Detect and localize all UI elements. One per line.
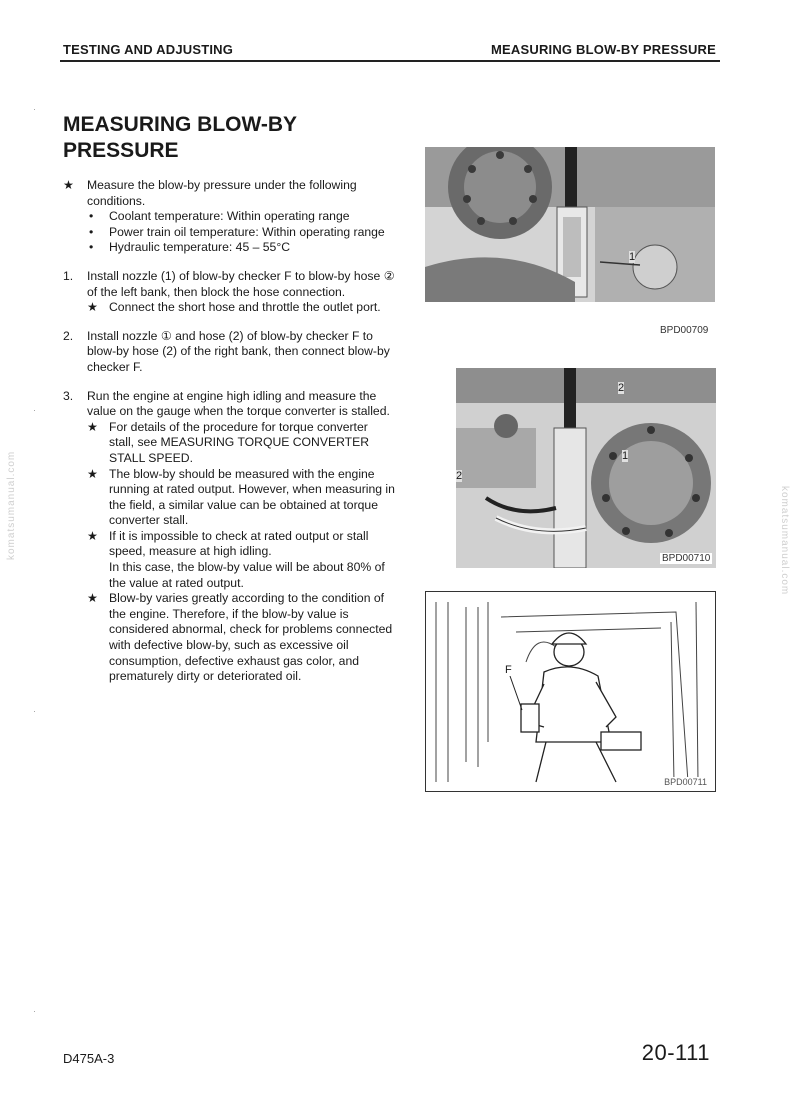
intro-text: Measure the blow-by pressure under the following conditions. xyxy=(87,178,357,208)
step-text: Run the engine at engine high idling and measure the value on the gauge when the torque converter is stalled. xyxy=(87,388,390,419)
step-number: 1. xyxy=(63,268,74,283)
condition-text: Hydraulic temperature: 45 – 55°C xyxy=(109,240,291,255)
step-note xyxy=(63,529,395,591)
intro-paragraph xyxy=(63,178,395,209)
step-note xyxy=(63,591,395,685)
bullet-dot: • xyxy=(89,224,94,239)
figure-engine-photo-left xyxy=(425,147,715,302)
step-number: 3. xyxy=(63,388,74,403)
star-marker: ★ xyxy=(87,591,98,606)
scan-mark: · xyxy=(33,405,36,415)
note-text: The blow-by should be measured with the engine running at rated output. However, when measuring in the field, a similar value can be obtained at torque converter stall. xyxy=(109,466,395,528)
engine-photo-illustration xyxy=(425,147,715,302)
condition-item xyxy=(63,209,395,225)
step-item xyxy=(63,329,395,376)
star-marker: ★ xyxy=(87,528,98,543)
condition-text: Power train oil temperature: Within operating range xyxy=(109,224,385,239)
callout-label: 1 xyxy=(622,450,629,462)
step-item xyxy=(63,269,395,300)
condition-item xyxy=(63,225,395,241)
side-watermark-left: komatsumanual.com xyxy=(6,450,17,560)
step-item xyxy=(63,389,395,420)
step-number: 2. xyxy=(63,328,74,343)
footer-page-number: 20-111 xyxy=(641,1040,710,1065)
header-section-left: TESTING AND ADJUSTING xyxy=(63,42,234,57)
note-text: Blow-by varies greatly according to the condition of the engine. Therefore, if the blow-by value is considered abnormal, check for problems connected with defective blow-by, such as excessive oil consumption, defective exhaust gas color, and prematurely dirty or deteriorated oil. xyxy=(109,591,393,684)
callout-label: 2 xyxy=(456,470,463,482)
condition-item xyxy=(63,240,395,256)
scan-mark: · xyxy=(33,1006,36,1016)
page-title: MEASURING BLOW-BY PRESSURE xyxy=(63,113,297,162)
star-marker: ★ xyxy=(87,419,98,434)
figure-id: BPD00710 xyxy=(662,553,711,564)
bullet-dot: • xyxy=(89,209,94,224)
note-text: For details of the procedure for torque converter stall, see MEASURING TORQUE CONVERTER STALL SPEED. xyxy=(109,419,370,465)
figure-id: BPD00709 xyxy=(660,325,709,336)
callout-label: F xyxy=(505,664,512,676)
figure-id: BPD00711 xyxy=(664,777,707,787)
note-text: Connect the short hose and throttle the outlet port. xyxy=(109,300,381,315)
scan-mark: · xyxy=(33,104,36,114)
step-text: Install nozzle ① and hose (2) of blow-by checker F to blow-by hose (2) of the right bank, then connect blow-by checker F. xyxy=(87,328,390,374)
header-rule xyxy=(60,60,720,62)
bullet-dot: • xyxy=(89,240,94,255)
star-marker: ★ xyxy=(63,178,74,192)
callout-label: 2 xyxy=(618,382,625,394)
scan-mark: · xyxy=(33,706,36,716)
star-marker: ★ xyxy=(87,300,98,315)
body-text xyxy=(63,178,395,685)
footer-model: D475A-3 xyxy=(63,1051,115,1066)
step-note xyxy=(63,467,395,529)
condition-text: Coolant temperature: Within operating range xyxy=(109,209,350,224)
step-note xyxy=(63,300,395,316)
operator-cab-illustration xyxy=(426,592,714,790)
step-note xyxy=(63,420,395,467)
star-marker: ★ xyxy=(87,466,98,481)
note-text: If it is impossible to check at rated output or stall speed, measure at high idling. In this case, the blow-by value will be about 80% of the value at rated output. xyxy=(109,528,385,590)
callout-label: 1 xyxy=(629,251,636,263)
step-text: Install nozzle (1) of blow-by checker F to blow-by hose ② of the left bank, then block the hose connection. xyxy=(87,268,395,299)
header-section-right: MEASURING BLOW-BY PRESSURE xyxy=(491,42,716,57)
figure-cab-drawing xyxy=(425,591,716,792)
hose-photo-illustration xyxy=(456,368,716,568)
side-watermark-right: komatsumanual.com xyxy=(779,486,790,596)
figure-engine-photo-right xyxy=(456,368,716,568)
